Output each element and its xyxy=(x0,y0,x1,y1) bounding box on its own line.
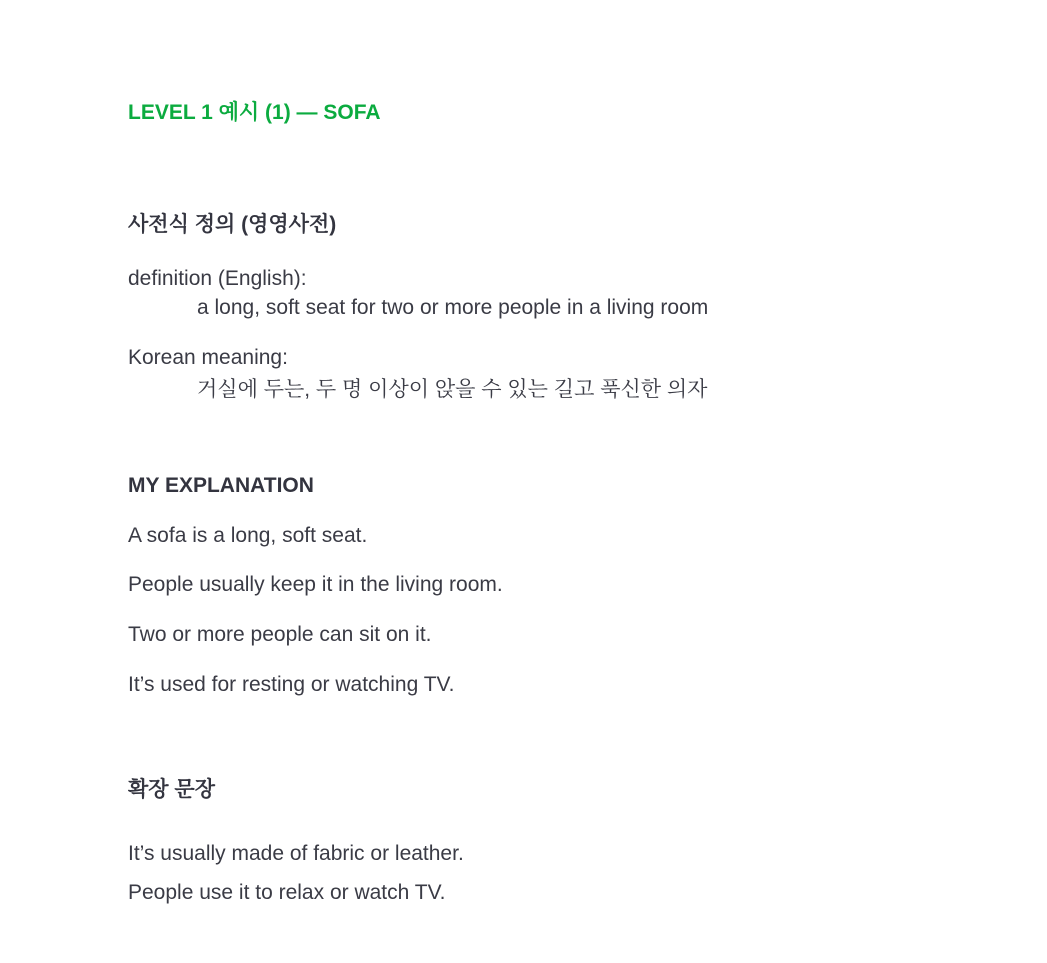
explanation-heading: MY EXPLANATION xyxy=(128,474,314,497)
explanation-line: Two or more people can sit on it. xyxy=(128,623,432,646)
page-title: LEVEL 1 예시 (1) — SOFA xyxy=(128,101,381,124)
extension-line: It’s usually made of fabric or leather. xyxy=(128,842,464,865)
definition-label: definition (English): xyxy=(128,267,307,290)
explanation-line: People usually keep it in the living room. xyxy=(128,573,503,596)
explanation-line: A sofa is a long, soft seat. xyxy=(128,524,368,547)
korean-text: 거실에 두는, 두 명 이상이 앉을 수 있는 길고 푹신한 의자 xyxy=(197,378,708,401)
definition-text: a long, soft seat for two or more people in a living room xyxy=(197,296,709,319)
dictionary-heading: 사전식 정의 (영영사전) xyxy=(128,213,337,236)
extension-heading: 확장 문장 xyxy=(128,778,215,801)
extension-line: People use it to relax or watch TV. xyxy=(128,881,446,904)
explanation-line: It’s used for resting or watching TV. xyxy=(128,673,455,696)
korean-label: Korean meaning: xyxy=(128,346,288,369)
